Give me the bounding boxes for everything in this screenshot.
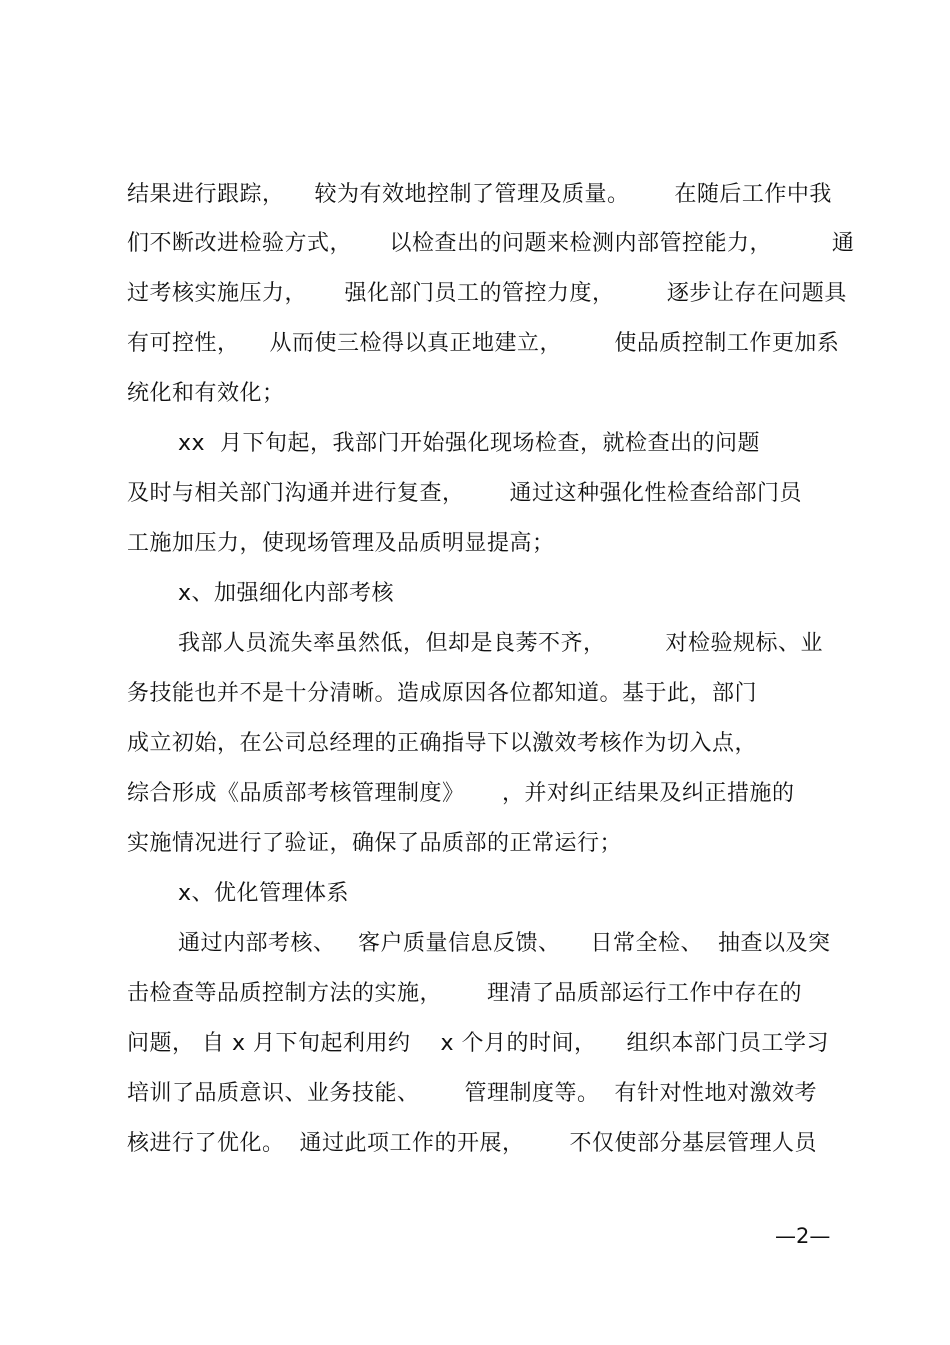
paragraph-first-line: xx 月下旬起，我部门开始强化现场检查，就检查出的问题 bbox=[178, 431, 761, 456]
text-line: 及时与相关部门沟通并进行复查， 通过这种强化性检查给部门员 bbox=[127, 481, 802, 506]
text-line: 工施加压力，使现场管理及品质明显提高； bbox=[127, 531, 555, 556]
paragraph-first-line: 通过内部考核、 客户质量信息反馈、 日常全检、 抽查以及突 bbox=[178, 931, 831, 956]
page-number: —2— bbox=[775, 1224, 831, 1248]
paragraph-first-line: 我部人员流失率虽然低，但却是良莠不齐， 对检验规标、业 bbox=[178, 631, 823, 656]
text-line: 成立初始，在公司总经理的正确指导下以激效考核作为切入点， bbox=[127, 731, 758, 756]
text-line: 们不断改进检验方式， 以检查出的问题来检测内部管控能力， 通 bbox=[127, 231, 855, 256]
section-heading: x、加强细化内部考核 bbox=[178, 581, 395, 606]
text-line: 核进行了优化。 通过此项工作的开展， 不仅使部分基层管理人员 bbox=[127, 1131, 817, 1156]
section-heading: x、优化管理体系 bbox=[178, 881, 350, 906]
text-line: 务技能也并不是十分清晰。造成原因各位都知道。基于此，部门 bbox=[127, 681, 758, 706]
text-line: 综合形成《品质部考核管理制度》 ，并对纠正结果及纠正措施的 bbox=[127, 781, 795, 806]
text-line: 过考核实施压力， 强化部门员工的管控力度， 逐步让存在问题具 bbox=[127, 281, 847, 306]
text-line: 培训了品质意识、业务技能、 管理制度等。 有针对性地对激效考 bbox=[127, 1081, 817, 1106]
text-line: 击检查等品质控制方法的实施， 理清了品质部运行工作中存在的 bbox=[127, 981, 802, 1006]
text-line: 统化和有效化； bbox=[127, 381, 285, 406]
text-line: 结果进行跟踪， 较为有效地控制了管理及质量。 在随后工作中我 bbox=[127, 182, 832, 207]
text-line: 实施情况进行了验证，确保了品质部的正常运行； bbox=[127, 831, 623, 856]
text-line: 问题， 自 x 月下旬起利用约 x 个月的时间， 组织本部门员工学习 bbox=[127, 1031, 829, 1056]
text-line: 有可控性， 从而使三检得以真正地建立， 使品质控制工作更加系 bbox=[127, 331, 840, 356]
